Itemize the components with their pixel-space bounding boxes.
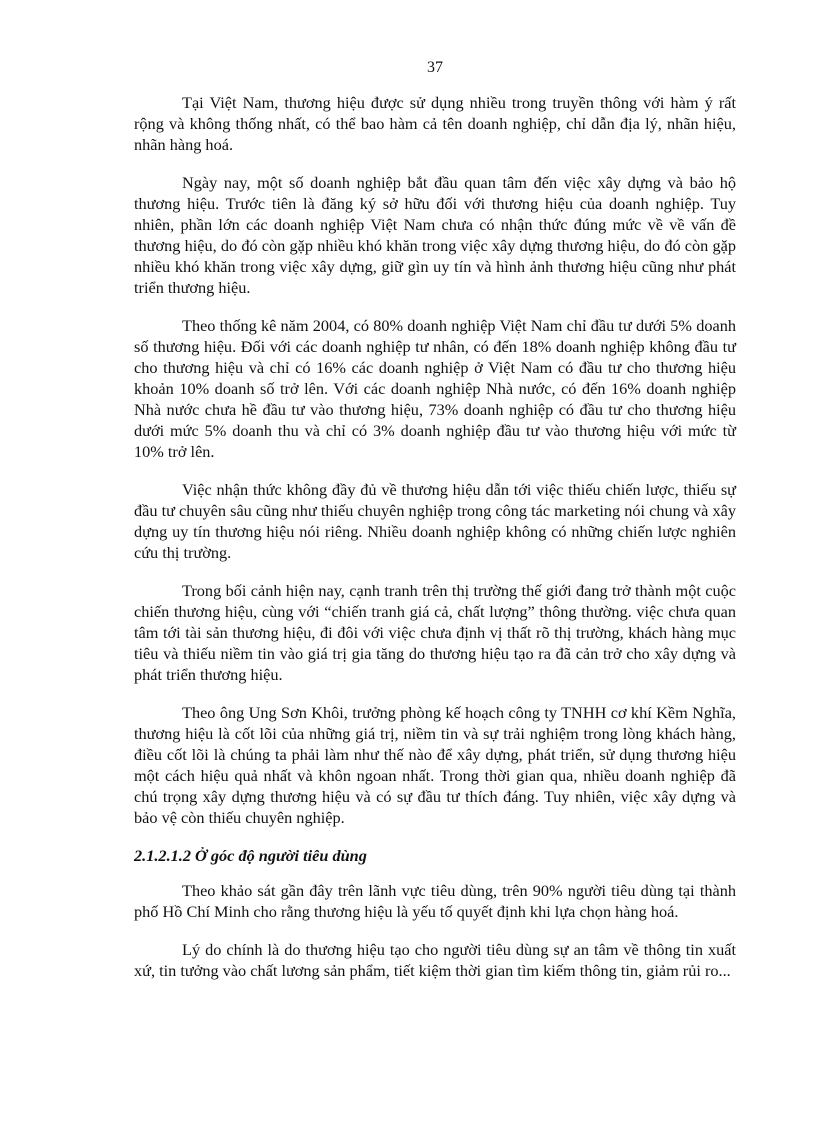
paragraph-competitive-context: Trong bối cảnh hiện nay, cạnh tranh trên thị trường thế giới đang trở thành một cuộc chiến thương hiệu, cùng với “chiến tranh giá cả, chất lượng” thông thường. việc chưa quan tâm tới tài sản thương hiệu, đi đôi với việc chưa định vị thất rõ thị trường, khách hàng mục tiêu và thiếu niềm tin vào giá trị gia tăng do thương hiệu tạo ra đã cản trở cho xây dựng và phát triển thương hiệu. <box>134 581 736 684</box>
document-body <box>134 92 736 998</box>
paragraph-consumer-survey: Theo khảo sát gần đây trên lãnh vực tiêu dùng, trên 90% người tiêu dùng tại thành phố Hồ Chí Minh cho rằng thương hiệu là yếu tố quyết định khi lựa chọn hàng hoá. <box>134 881 736 921</box>
paragraph-expert-opinion: Theo ông Ung Sơn Khôi, trưởng phòng kế hoạch công ty TNHH cơ khí Kềm Nghĩa, thương hiệu là cốt lõi của những giá trị, niềm tin và sự trải nghiệm trong lòng khách hàng, điều cốt lõi là chúng ta phải làm như thế nào để xây dựng, phát triển, sử dụng thương hiệu một cách hiệu quả nhất và khôn ngoan nhất. Trong thời gian qua, nhiều doanh nghiệp đã chú trọng xây dựng thương hiệu và có sự đầu tư thích đáng. Tuy nhiên, việc xây dựng và bảo vệ còn thiếu chuyên nghiệp. <box>134 703 736 827</box>
paragraph-lack-of-awareness: Việc nhận thức không đầy đủ về thương hiệu dẫn tới việc thiếu chiến lược, thiếu sự đầu tư chuyên sâu cũng như thiếu chuyên nghiệp trong công tác marketing nói chung và xây dựng uy tín thương hiệu nói riêng. Nhiều doanh nghiệp không có những chiến lược nghiên cứu thị trường. <box>134 480 736 562</box>
section-heading: 2.1.2.1.2 Ở góc độ người tiêu dùng <box>134 846 367 865</box>
paragraph-branding-in-vietnam: Tại Việt Nam, thương hiệu được sử dụng nhiều trong truyền thông với hàm ý rất rộng và không thống nhất, có thể bao hàm cả tên doanh nghiệp, chỉ dẫn địa lý, nhãn hiệu, nhãn hàng hoá. <box>134 93 736 154</box>
paragraph-consumer-reasons: Lý do chính là do thương hiệu tạo cho người tiêu dùng sự an tâm về thông tin xuất xứ, tin tưởng vào chất lương sản phẩm, tiết kiệm thời gian tìm kiếm thông tin, giảm rủi ro... <box>134 940 736 980</box>
page-number: 37 <box>427 59 443 76</box>
paragraph-investment-statistics: Theo thống kê năm 2004, có 80% doanh nghiệp Việt Nam chỉ đầu tư dưới 5% doanh số thương hiệu. Đối với các doanh nghiệp tư nhân, có đến 18% doanh nghiệp không đầu tư cho thương hiệu và chỉ có 16% các doanh nghiệp ở Việt Nam có đầu tư cho thương hiệu khoản 10% doanh số trở lên. Với các doanh nghiệp Nhà nước, có đến 16% doanh nghiệp Nhà nước chưa hề đầu tư vào thương hiệu, 73% doanh nghiệp có đầu tư cho thương hiệu dưới mức 5% doanh thu và chỉ có 3% doanh nghiệp đầu tư vào thương hiệu với mức từ 10% trở lên. <box>134 316 736 461</box>
paragraph-brand-protection: Ngày nay, một số doanh nghiệp bắt đầu quan tâm đến việc xây dựng và bảo hộ thương hiệu. Trước tiên là đăng ký sở hữu đối với thương hiệu của doanh nghiệp. Tuy nhiên, phần lớn các doanh nghiệp Việt Nam chưa có nhận thức đúng mức về về vấn đề thương hiệu, do đó còn gặp nhiều khó khăn trong việc xây dựng thương hiệu, do đó còn gặp nhiều khó khăn trong việc xây dựng, giữ gìn uy tín và hình ảnh thương hiệu cũng như phát triển thương hiệu. <box>134 173 736 297</box>
